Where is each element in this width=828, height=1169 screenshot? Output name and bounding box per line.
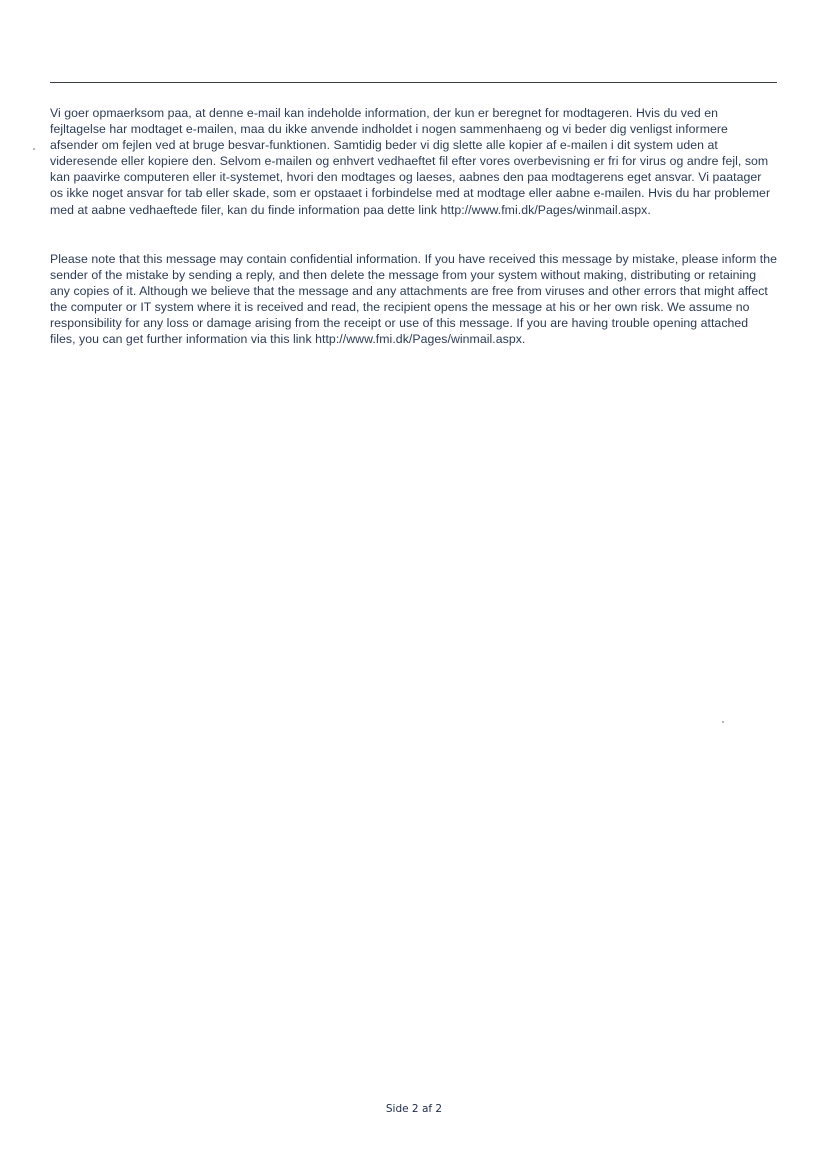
- disclaimer-english: Please note that this message may contain confidential information. If you have received this message by mistake, please inform the sender of the mistake by sending a reply, and then delete the message from your system without making, distributing or retaining any copies of it. Although we believe that the message and any attachments are free from viruses and other errors that might affect the computer or IT system where it is received and read, the recipient opens the message at his or her own risk. We assume no responsibility for any loss or damage arising from the receipt or use of this message. If you are having trouble opening attached files, you can get further information via this link http://www.fmi.dk/Pages/winmail.aspx.: [50, 252, 777, 347]
- scan-speck: [722, 721, 724, 723]
- disclaimer-danish: Vi goer opmaerksom paa, at denne e-mail kan indeholde information, der kun er beregnet for modtageren. Hvis du ved en fejltagelse har modtaget e-mailen, maa du ikke anvende indholdet i nogen sammenhaeng og vi beder dig venligst informere afsender om fejlen ved at bruge besvar-funktionen. Samtidig beder vi dig slette alle kopier af e-mailen i dit system uden at videresende eller kopiere den. Selvom e-mailen og enhvert vedhaeftet fil efter vores overbevisning er fri for virus og andre fejl, som kan paavirke computeren eller it-systemet, hvori den modtages og laeses, aabnes den paa modtagerens eget ansvar. Vi paatager os ikke noget ansvar for tab eller skade, som er opstaaet i forbindelse med at modtage eller aabne e-mailen. Hvis du har problemer med at aabne vedhaeftede filer, kan du finde information paa dette link http://www.fmi.dk/Pages/winmail.aspx.: [50, 106, 771, 217]
- horizontal-rule: [50, 82, 777, 83]
- scan-speck: [33, 148, 35, 150]
- page-number: Side 2 af 2: [385, 1103, 443, 1115]
